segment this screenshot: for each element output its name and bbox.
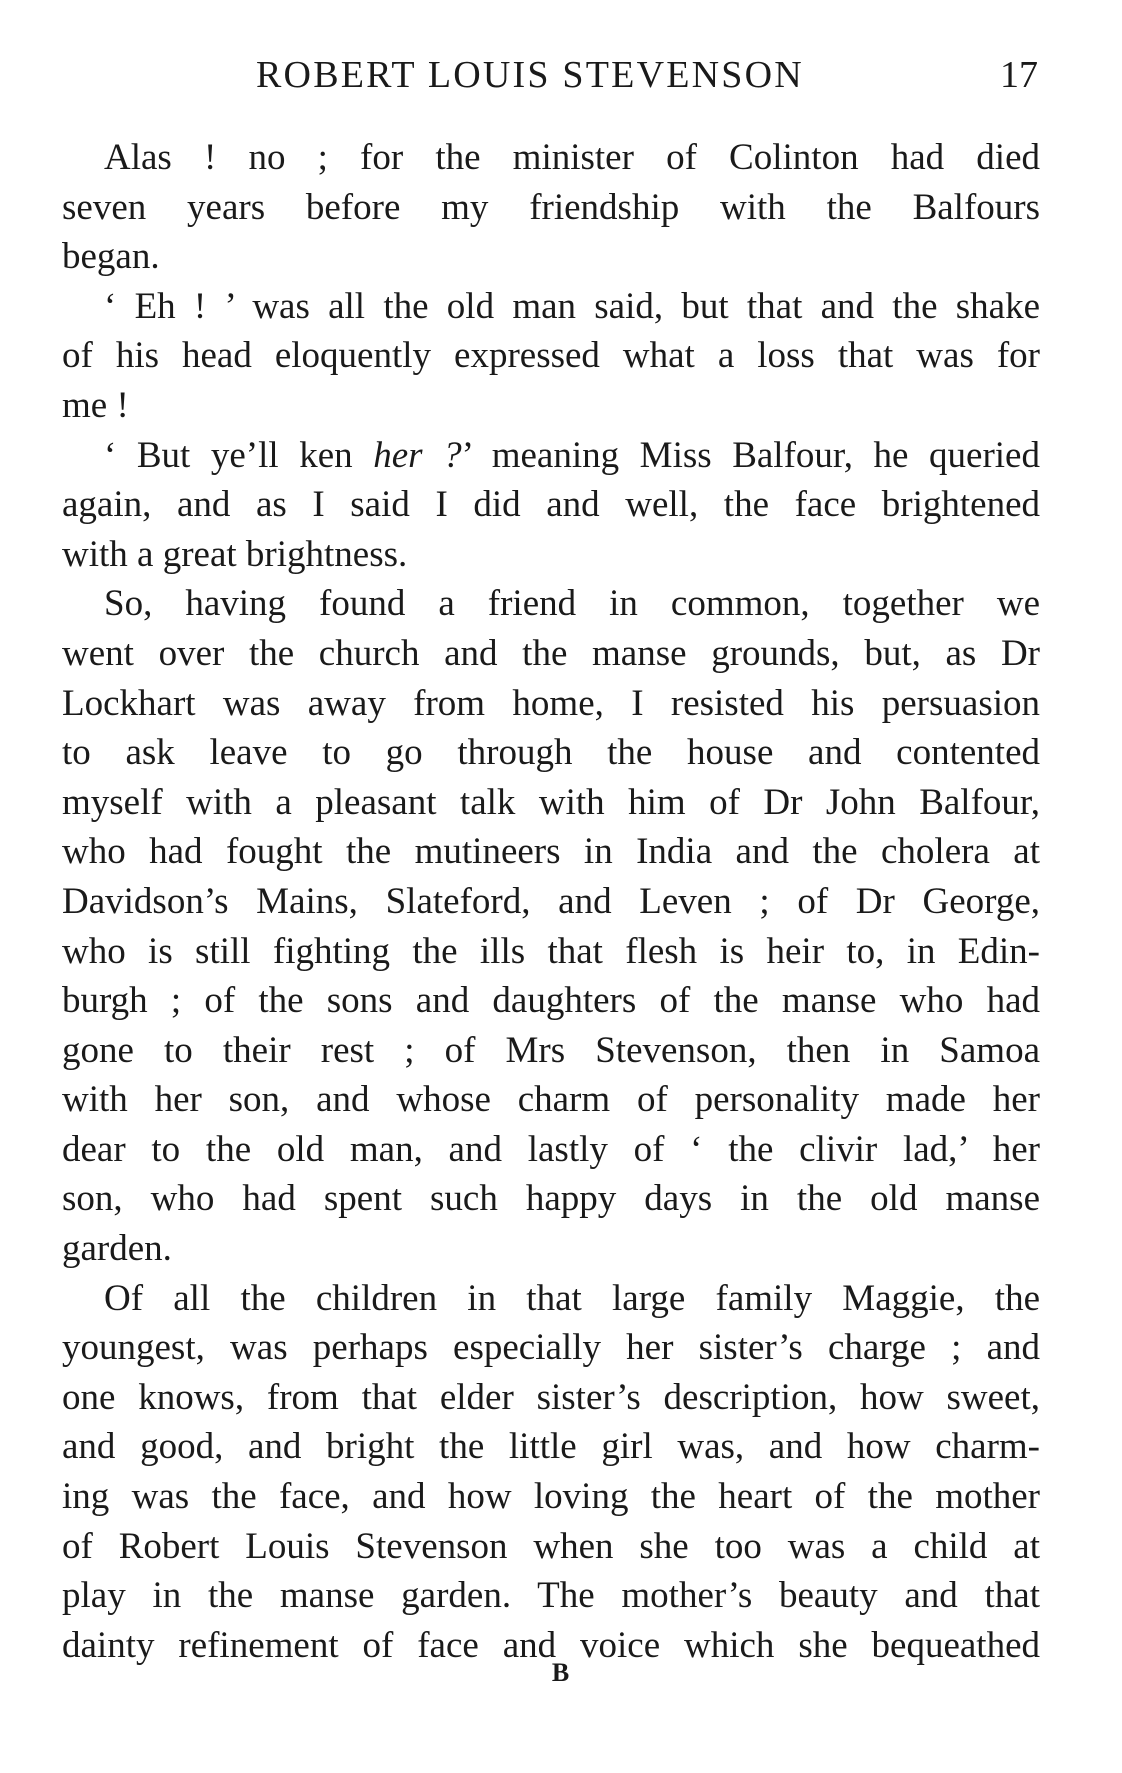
text-line: dear to the old man, and lastly of ‘ the clivir lad,’ her <box>62 1128 1040 1170</box>
text-run: ‘ But ye’ll ken <box>104 434 374 476</box>
text-run: ’ meaning Miss Balfour, he queried <box>461 434 1040 476</box>
text-line: burgh ; of the sons and daughters of the manse who had <box>62 980 1040 1022</box>
text-line: Davidson’s Mains, Slateford, and Leven ; of Dr George, <box>62 880 1040 922</box>
text-line: son, who had spent such happy days in the old manse <box>62 1178 1040 1220</box>
text-line: So, having found a friend in common, together we <box>104 583 1040 625</box>
text-line: play in the manse garden. The mother’s beauty and that <box>62 1575 1040 1617</box>
text-line: me ! <box>62 384 129 426</box>
body-text <box>62 133 1040 1670</box>
page-number: 17 <box>1000 54 1038 96</box>
running-title: ROBERT LOUIS STEVENSON <box>256 54 804 96</box>
text-line: Of all the children in that large family Maggie, the <box>104 1277 1040 1319</box>
text-line: dainty refinement of face and voice which she bequeathed <box>62 1624 1040 1666</box>
text-line: garden. <box>62 1228 172 1270</box>
text-line: myself with a pleasant talk with him of Dr John Balfour, <box>62 781 1040 823</box>
text-line: of his head eloquently expressed what a loss that was for <box>62 335 1040 377</box>
text-line: of Robert Louis Stevenson when she too was a child at <box>62 1525 1040 1567</box>
text-line: began. <box>62 236 160 278</box>
signature-mark: B <box>551 1658 571 1687</box>
text-line: again, and as I said I did and well, the face brightened <box>62 484 1040 526</box>
text-line: youngest, was perhaps especially her sister’s charge ; and <box>62 1327 1040 1369</box>
paragraph <box>62 1274 1040 1671</box>
text-line: who is still fighting the ills that flesh is heir to, in Edin- <box>62 930 1040 972</box>
text-line: Alas ! no ; for the minister of Colinton had died <box>104 137 1040 178</box>
text-line: ing was the face, and how loving the heart of the mother <box>62 1476 1040 1518</box>
text-line: Lockhart was away from home, I resisted his persuasion <box>62 682 1040 724</box>
text-line: with a great brightness. <box>62 533 408 575</box>
text-line: and good, and bright the little girl was, and how charm- <box>62 1426 1040 1468</box>
text-line <box>62 431 1040 481</box>
paragraph <box>62 431 1040 580</box>
text-line: to ask leave to go through the house and contented <box>62 732 1040 774</box>
text-line: seven years before my friendship with the Balfours <box>62 186 1040 228</box>
emphasis: her ? <box>373 434 462 476</box>
text-line: went over the church and the manse grounds, but, as Dr <box>62 632 1040 674</box>
paragraph <box>62 133 1040 282</box>
paragraph <box>62 282 1040 431</box>
text-line: ‘ Eh ! ’ was all the old man said, but that and the shake <box>104 285 1040 327</box>
text-line: who had fought the mutineers in India and the cholera at <box>62 831 1040 873</box>
text-line: one knows, from that elder sister’s description, how sweet, <box>62 1376 1040 1418</box>
text-line: gone to their rest ; of Mrs Stevenson, then in Samoa <box>62 1029 1040 1071</box>
paragraph <box>62 579 1040 1273</box>
text-line: with her son, and whose charm of personality made her <box>62 1079 1040 1121</box>
running-head <box>0 50 1122 100</box>
